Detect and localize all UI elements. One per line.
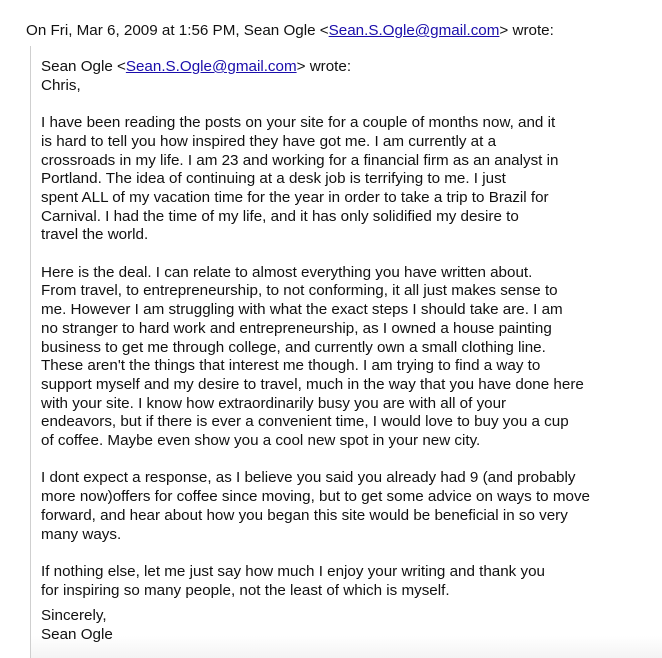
- attribution-suffix: > wrote:: [499, 22, 554, 39]
- paragraph-line: Carnival. I had the time of my life, and it has only solidified my desire to: [41, 207, 519, 225]
- attribution-email-link[interactable]: Sean.S.Ogle@gmail.com: [328, 22, 500, 39]
- paragraph-line: business to get me through college, and currently own a small clothing line.: [41, 338, 546, 356]
- paragraph-line: I have been reading the posts on your site for a couple of months now, and it: [41, 114, 556, 132]
- closing-block: [41, 607, 113, 644]
- paragraph-line: for inspiring so many people, not the least of which is myself.: [41, 581, 450, 599]
- paragraph-line: From travel, to entrepreneurship, to not conforming, it all just makes sense to: [41, 282, 558, 300]
- reply-attribution: [26, 20, 554, 41]
- paragraph-3: [41, 469, 661, 544]
- paragraph-2: [41, 264, 661, 451]
- greeting: Chris,: [41, 76, 81, 94]
- paragraph-line: If nothing else, let me just say how much I enjoy your writing and thank you: [41, 562, 545, 580]
- paragraph-line: is hard to tell you how inspired they have got me. I am currently at a: [41, 132, 497, 150]
- quoted-header: [41, 58, 661, 77]
- quoted-message-body: [41, 58, 661, 619]
- attribution-prefix: On Fri, Mar 6, 2009 at 1:56 PM, Sean Ogle <: [26, 22, 329, 39]
- paragraph-line: of coffee. Maybe even show you a cool new spot in your new city.: [41, 432, 481, 450]
- paragraph-line: crossroads in my life. I am 23 and working for a financial firm as an analyst in: [41, 151, 559, 169]
- quoted-header-suffix: > wrote:: [296, 58, 352, 75]
- paragraph-line: I dont expect a response, as I believe you said you already had 9 (and probably: [41, 469, 576, 487]
- quoted-header-prefix: Sean Ogle <: [41, 58, 126, 75]
- paragraph-line: Portland. The idea of continuing at a desk job is terrifying to me. I just: [41, 170, 506, 188]
- paragraph-line: spent ALL of my vacation time for the year in order to take a trip to Brazil for: [41, 188, 549, 206]
- paragraph-line: with your site. I know how extraordinarily busy you are with all of your: [41, 394, 507, 412]
- paragraph-line: no stranger to hard work and entrepreneurship, as I owned a house painting: [41, 319, 552, 337]
- paragraph-line: me. However I am struggling with what the exact steps I should take are. I am: [41, 301, 563, 319]
- paragraph-line: support myself and my desire to travel, much in the way that you have done here: [41, 375, 584, 393]
- paragraph-1: [41, 114, 661, 245]
- paragraph-line: more now)offers for coffee since moving, but to get some advice on ways to move: [41, 488, 590, 506]
- quoted-message: [30, 46, 662, 658]
- paragraph-line: many ways.: [41, 525, 122, 543]
- quoted-header-email-link[interactable]: Sean.S.Ogle@gmail.com: [125, 58, 297, 75]
- paragraph-line: travel the world.: [41, 226, 149, 244]
- paragraph-line: These aren't the things that interest me though. I am trying to find a way to: [41, 357, 541, 375]
- closing: Sincerely,: [41, 607, 107, 624]
- paragraph-4: [41, 563, 661, 600]
- signature: Sean Ogle: [41, 625, 113, 643]
- paragraph-line: endeavors, but if there is ever a convenient time, I would love to buy you a cup: [41, 413, 569, 431]
- paragraph-line: Here is the deal. I can relate to almost everything you have written about.: [41, 263, 533, 281]
- paragraph-line: forward, and hear about how you began this site would be beneficial in so very: [41, 506, 568, 524]
